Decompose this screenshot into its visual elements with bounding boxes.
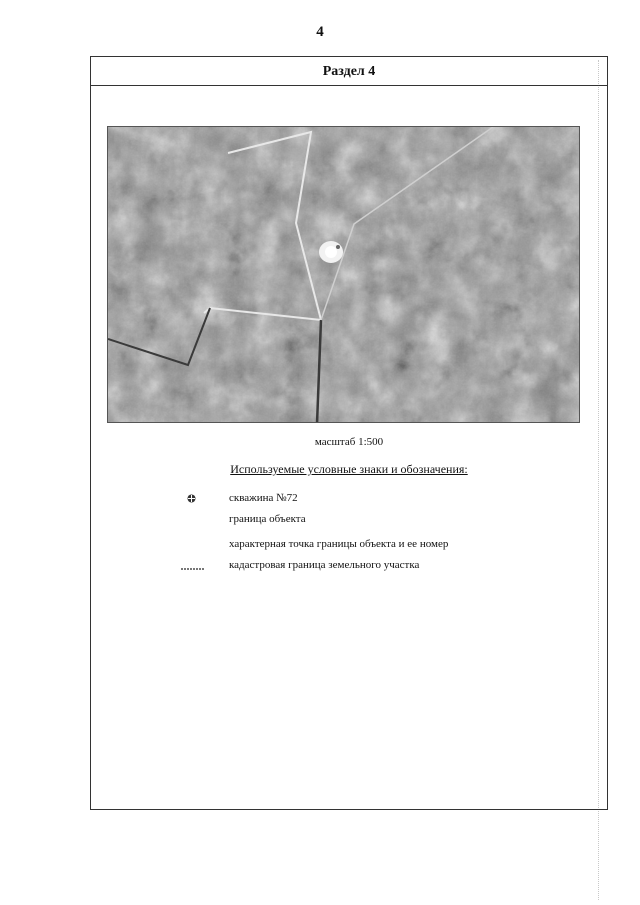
- legend-item-label: характерная точка границы объекта и ее номер: [229, 538, 449, 550]
- legend-title: Используемые условные знаки и обозначения:: [230, 462, 468, 476]
- legend-item-label: кадастровая граница земельного участка: [229, 559, 420, 571]
- page-number: 4: [316, 24, 324, 40]
- cadastral-line-icon: [181, 566, 205, 572]
- well-icon: [187, 494, 196, 503]
- aerial-map: [107, 126, 580, 423]
- aerial-map-image: [108, 127, 580, 423]
- well-marker: [319, 241, 343, 263]
- section-title: Раздел 4: [91, 57, 607, 86]
- legend-item-label: граница объекта: [229, 513, 306, 525]
- map-scale: масштаб 1:500: [314, 436, 384, 448]
- legend-item-label: скважина №72: [229, 492, 298, 504]
- section-frame: [90, 56, 608, 810]
